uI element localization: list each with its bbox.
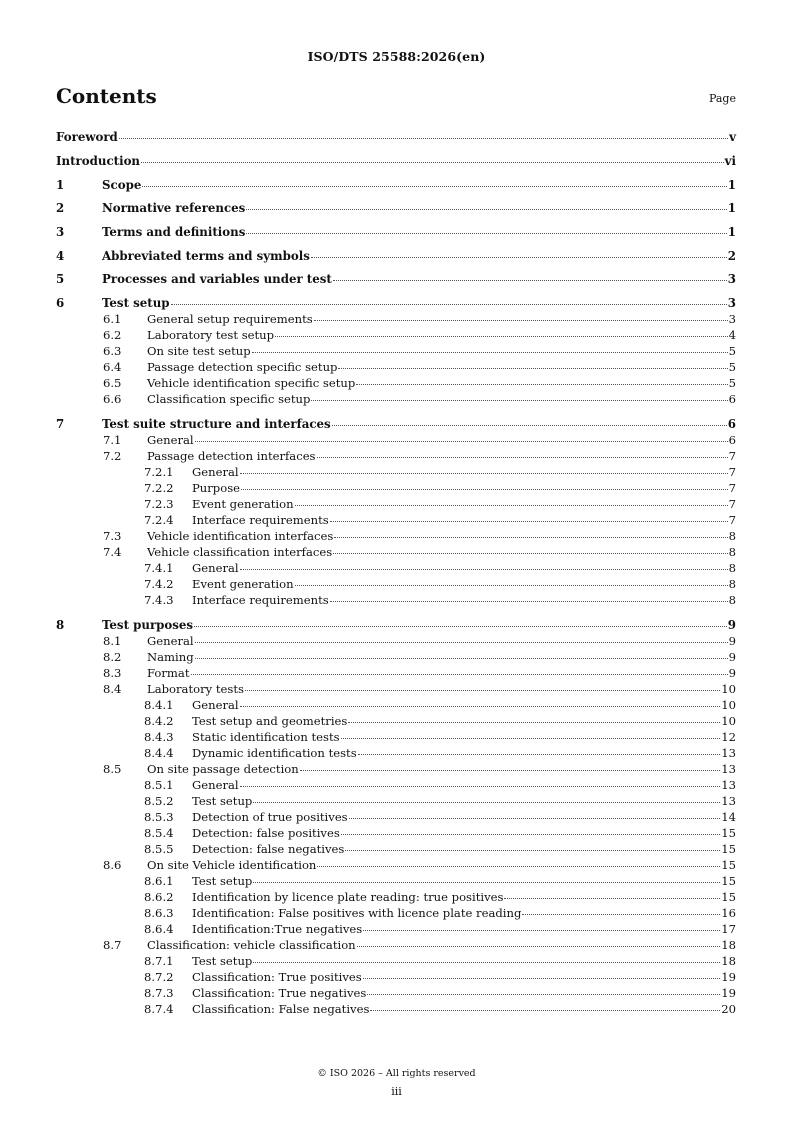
dot-leader xyxy=(171,304,727,305)
toc-entry-title: Test purposes xyxy=(102,618,194,632)
toc-entry-number: 8.5 xyxy=(103,762,122,776)
toc-entry-title: Classification: True positives xyxy=(192,970,362,984)
toc-entry-number: 8.7.3 xyxy=(144,986,174,1000)
toc-entry-title: Classification: False negatives xyxy=(192,1002,370,1016)
toc-entry-page: 10 xyxy=(721,714,736,728)
toc-entry-title: Identification: False positives with licence plate reading xyxy=(192,906,522,920)
toc-entry-number: 8.6.3 xyxy=(144,906,174,920)
toc-entry-title: Vehicle identification specific setup xyxy=(147,376,356,390)
toc-entry-number: 5 xyxy=(56,272,65,286)
dot-leader xyxy=(363,978,721,979)
toc-entry[interactable] xyxy=(56,529,736,543)
dot-leader xyxy=(345,850,720,851)
dot-leader xyxy=(300,770,720,771)
toc-entry-page: 7 xyxy=(728,481,736,495)
toc-entry-page: 19 xyxy=(721,970,736,984)
toc-entry-page: 15 xyxy=(721,826,736,840)
toc-entry-page: 9 xyxy=(728,650,736,664)
toc-entry[interactable] xyxy=(56,922,736,936)
dot-leader xyxy=(240,473,728,474)
toc-entry-title: Detection: false negatives xyxy=(192,842,345,856)
dot-leader xyxy=(311,257,727,258)
toc-entry-title: Laboratory test setup xyxy=(147,328,275,342)
toc-entry-number: 7.4.3 xyxy=(144,593,174,607)
toc-entry[interactable] xyxy=(56,593,736,607)
toc-entry-page: 8 xyxy=(728,529,736,543)
toc-entry-page: 12 xyxy=(721,730,736,744)
dot-leader xyxy=(348,722,720,723)
dot-leader xyxy=(504,898,720,899)
toc-entry-title: Static identification tests xyxy=(192,730,340,744)
dot-leader xyxy=(195,441,728,442)
toc-entry-number: 7.2.2 xyxy=(144,481,174,495)
toc-entry-title: On site passage detection xyxy=(147,762,299,776)
toc-entry-title: Passage detection interfaces xyxy=(147,449,316,463)
toc-entry-title: General xyxy=(192,778,239,792)
dot-leader xyxy=(253,962,720,963)
toc-entry[interactable] xyxy=(56,666,736,680)
toc-entry-number: 6.4 xyxy=(103,360,122,374)
toc-entry[interactable] xyxy=(56,249,736,263)
toc-entry-title: Scope xyxy=(102,178,142,192)
toc-entry-page: 3 xyxy=(728,312,736,326)
toc-entry[interactable] xyxy=(56,130,736,144)
toc-entry-number: 8.5.5 xyxy=(144,842,174,856)
toc-entry[interactable] xyxy=(56,826,736,840)
dot-leader xyxy=(295,505,728,506)
toc-entry-title: Foreword xyxy=(56,130,118,144)
toc-entry[interactable] xyxy=(56,201,736,215)
toc-entry-number: 8.7 xyxy=(103,938,122,952)
toc-entry-title: On site test setup xyxy=(147,344,251,358)
dot-leader xyxy=(246,233,726,234)
toc-entry-number: 7.2.1 xyxy=(144,465,174,479)
dot-leader xyxy=(241,489,728,490)
toc-entry-number: 8.6.1 xyxy=(144,874,174,888)
dot-leader xyxy=(358,754,721,755)
toc-entry-page: 17 xyxy=(721,922,736,936)
toc-entry[interactable] xyxy=(56,874,736,888)
toc-entry-page: 13 xyxy=(721,794,736,808)
page-number: iii xyxy=(391,1085,402,1098)
toc-entry-title: Normative references xyxy=(102,201,246,215)
toc-entry-title: Laboratory tests xyxy=(147,682,244,696)
dot-leader xyxy=(275,336,728,337)
toc-entry-page: 3 xyxy=(727,272,736,286)
toc-entry-number: 8.4.3 xyxy=(144,730,174,744)
toc-entry-title: Detection of true positives xyxy=(192,810,348,824)
toc-entry[interactable] xyxy=(56,481,736,495)
toc-entry[interactable] xyxy=(56,906,736,920)
toc-entry-page: 1 xyxy=(727,225,736,239)
toc-entry-title: Interface requirements xyxy=(192,513,329,527)
toc-entry-number: 8.5.3 xyxy=(144,810,174,824)
toc-entry[interactable] xyxy=(56,178,736,192)
toc-entry[interactable] xyxy=(56,810,736,824)
toc-entry-number: 1 xyxy=(56,178,65,192)
toc-entry-page: 7 xyxy=(728,513,736,527)
dot-leader xyxy=(522,914,720,915)
toc-entry[interactable] xyxy=(56,296,736,310)
toc-entry-title: Test setup xyxy=(192,794,253,808)
toc-entry-title: Introduction xyxy=(56,154,141,168)
toc-entry-page: 5 xyxy=(728,344,736,358)
toc-entry-number: 8 xyxy=(56,618,65,632)
toc-entry-number: 7 xyxy=(56,417,65,431)
toc-entry-number: 7.3 xyxy=(103,529,122,543)
page-column-label: Page xyxy=(708,92,736,105)
toc-entry-page: 7 xyxy=(728,465,736,479)
toc-entry-number: 7.1 xyxy=(103,433,122,447)
toc-entry-page: 1 xyxy=(727,178,736,192)
dot-leader xyxy=(141,162,724,163)
toc-entry-number: 3 xyxy=(56,225,65,239)
toc-entry-number: 8.5.2 xyxy=(144,794,174,808)
toc-entry-number: 7.4 xyxy=(103,545,122,559)
toc-entry-page: 1 xyxy=(727,201,736,215)
dot-leader xyxy=(317,866,720,867)
toc-entry[interactable] xyxy=(56,762,736,776)
toc-entry-page: 6 xyxy=(727,417,736,431)
toc-entry[interactable] xyxy=(56,650,736,664)
toc-entry[interactable] xyxy=(56,778,736,792)
toc-entry-title: Classification specific setup xyxy=(147,392,311,406)
dot-leader xyxy=(357,946,721,947)
toc-entry[interactable] xyxy=(56,561,736,575)
dot-leader xyxy=(363,930,720,931)
dot-leader xyxy=(338,368,727,369)
toc-entry-page: 8 xyxy=(728,561,736,575)
toc-entry-number: 6.5 xyxy=(103,376,122,390)
toc-entry-title: General xyxy=(147,433,194,447)
toc-entry-number: 7.4.2 xyxy=(144,577,174,591)
dot-leader xyxy=(142,186,726,187)
toc-entry-page: vi xyxy=(724,154,736,168)
toc-entry-title: Processes and variables under test xyxy=(102,272,332,286)
dot-leader xyxy=(240,786,721,787)
toc-entry-page: 8 xyxy=(728,577,736,591)
dot-leader xyxy=(246,209,726,210)
toc-entry[interactable] xyxy=(56,970,736,984)
toc-entry-page: 15 xyxy=(721,874,736,888)
toc-entry[interactable] xyxy=(56,497,736,511)
toc-entry[interactable] xyxy=(56,746,736,760)
toc-entry-title: General xyxy=(147,634,194,648)
toc-entry[interactable] xyxy=(56,360,736,374)
toc-entry-title: Test setup and geometries xyxy=(192,714,348,728)
toc-entry[interactable] xyxy=(56,376,736,390)
toc-entry-page: 5 xyxy=(728,376,736,390)
toc-entry[interactable] xyxy=(56,154,736,168)
dot-leader xyxy=(311,400,727,401)
toc-entry-title: Vehicle classification interfaces xyxy=(147,545,333,559)
toc-entry-number: 8.4.1 xyxy=(144,698,174,712)
toc-entry-page: 13 xyxy=(721,778,736,792)
toc-entry-page: 20 xyxy=(721,1002,736,1016)
toc-entry[interactable] xyxy=(56,938,736,952)
toc-entry[interactable] xyxy=(56,417,736,431)
toc-entry-page: 15 xyxy=(721,842,736,856)
dot-leader xyxy=(253,882,720,883)
dot-leader xyxy=(341,738,721,739)
document-identifier: ISO/DTS 25588:2026(en) xyxy=(307,49,486,64)
toc-entry-number: 2 xyxy=(56,201,65,215)
toc-entry-page: 18 xyxy=(721,938,736,952)
toc-entry-title: Terms and definitions xyxy=(102,225,246,239)
toc-entry-title: Test setup xyxy=(192,874,253,888)
dot-leader xyxy=(314,320,728,321)
toc-entry[interactable] xyxy=(56,513,736,527)
dot-leader xyxy=(334,537,727,538)
toc-entry-page: 10 xyxy=(721,698,736,712)
toc-entry-title: Purpose xyxy=(192,481,241,495)
toc-entry-page: 8 xyxy=(728,545,736,559)
toc-entry-title: Test setup xyxy=(192,954,253,968)
toc-entry-page: 15 xyxy=(721,890,736,904)
toc-entry-number: 7.2 xyxy=(103,449,122,463)
toc-entry[interactable] xyxy=(56,730,736,744)
dot-leader xyxy=(245,690,720,691)
toc-entry-title: Detection: false positives xyxy=(192,826,340,840)
toc-entry-number: 8.3 xyxy=(103,666,122,680)
toc-entry-number: 8.4.2 xyxy=(144,714,174,728)
toc-entry-page: 9 xyxy=(728,634,736,648)
toc-entry[interactable] xyxy=(56,433,736,447)
toc-entry-page: 6 xyxy=(728,392,736,406)
toc-entry-number: 4 xyxy=(56,249,65,263)
toc-entry-title: Naming xyxy=(147,650,194,664)
dot-leader xyxy=(356,384,727,385)
toc-entry-number: 7.2.3 xyxy=(144,497,174,511)
toc-entry-title: Dynamic identification tests xyxy=(192,746,357,760)
toc-entry-number: 8.2 xyxy=(103,650,122,664)
toc-entry-number: 6.1 xyxy=(103,312,122,326)
toc-entry[interactable] xyxy=(56,465,736,479)
dot-leader xyxy=(240,706,721,707)
dot-leader xyxy=(333,280,727,281)
toc-entry[interactable] xyxy=(56,986,736,1000)
toc-entry-title: Identification by licence plate reading: true positives xyxy=(192,890,504,904)
toc-entry-title: General xyxy=(192,465,239,479)
toc-entry[interactable] xyxy=(56,890,736,904)
copyright-notice: © ISO 2026 – All rights reserved xyxy=(317,1068,476,1079)
toc-entry-page: 13 xyxy=(721,762,736,776)
toc-entry-page: 8 xyxy=(728,593,736,607)
dot-leader xyxy=(330,601,728,602)
dot-leader xyxy=(367,994,720,995)
toc-entry[interactable] xyxy=(56,328,736,342)
toc-entry-title: Abbreviated terms and symbols xyxy=(102,249,310,263)
toc-entry-title: General xyxy=(192,698,239,712)
toc-entry-page: 9 xyxy=(727,618,736,632)
dot-leader xyxy=(349,818,721,819)
dot-leader xyxy=(370,1010,720,1011)
toc-entry[interactable] xyxy=(56,449,736,463)
toc-entry[interactable] xyxy=(56,954,736,968)
toc-entry[interactable] xyxy=(56,618,736,632)
toc-entry-number: 8.7.4 xyxy=(144,1002,174,1016)
toc-entry-number: 7.4.1 xyxy=(144,561,174,575)
toc-entry-number: 8.6 xyxy=(103,858,122,872)
toc-entry-number: 8.1 xyxy=(103,634,122,648)
toc-entry[interactable] xyxy=(56,344,736,358)
toc-entry-number: 8.4 xyxy=(103,682,122,696)
toc-entry-page: 3 xyxy=(727,296,736,310)
toc-entry[interactable] xyxy=(56,794,736,808)
dot-leader xyxy=(240,569,728,570)
toc-entry-page: 18 xyxy=(721,954,736,968)
toc-entry-page: 19 xyxy=(721,986,736,1000)
toc-entry[interactable] xyxy=(56,225,736,239)
toc-entry-number: 8.7.1 xyxy=(144,954,174,968)
toc-entry-title: General xyxy=(192,561,239,575)
dot-leader xyxy=(252,352,728,353)
toc-entry[interactable] xyxy=(56,634,736,648)
toc-entry[interactable] xyxy=(56,1002,736,1016)
dot-leader xyxy=(295,585,728,586)
toc-entry-title: On site Vehicle identification xyxy=(147,858,317,872)
toc-entry-page: 15 xyxy=(721,858,736,872)
toc-entry[interactable] xyxy=(56,842,736,856)
toc-entry-title: Classification: vehicle classification xyxy=(147,938,356,952)
toc-entry[interactable] xyxy=(56,858,736,872)
contents-title: Contents xyxy=(56,84,157,108)
toc-entry[interactable] xyxy=(56,545,736,559)
dot-leader xyxy=(332,425,727,426)
toc-entry-number: 8.5.1 xyxy=(144,778,174,792)
dot-leader xyxy=(341,834,720,835)
dot-leader xyxy=(333,553,727,554)
toc-entry-page: 13 xyxy=(721,746,736,760)
toc-entry-page: 7 xyxy=(728,449,736,463)
toc-entry[interactable] xyxy=(56,698,736,712)
toc-entry[interactable] xyxy=(56,312,736,326)
toc-entry-title: Format xyxy=(147,666,190,680)
toc-entry-page: 4 xyxy=(728,328,736,342)
toc-entry-page: 14 xyxy=(721,810,736,824)
toc-entry[interactable] xyxy=(56,577,736,591)
toc-entry-title: Test setup xyxy=(102,296,170,310)
dot-leader xyxy=(194,626,727,627)
toc-entry-number: 7.2.4 xyxy=(144,513,174,527)
toc-entry-title: Interface requirements xyxy=(192,593,329,607)
toc-entry-page: 9 xyxy=(728,666,736,680)
dot-leader xyxy=(195,642,728,643)
toc-entry-title: Test suite structure and interfaces xyxy=(102,417,331,431)
toc-entry-number: 6.3 xyxy=(103,344,122,358)
toc-entry-page: v xyxy=(729,130,736,144)
toc-entry-number: 8.6.2 xyxy=(144,890,174,904)
toc-entry-page: 5 xyxy=(728,360,736,374)
toc-entry-title: Classification: True negatives xyxy=(192,986,367,1000)
toc-entry-number: 6 xyxy=(56,296,65,310)
toc-entry-page: 6 xyxy=(728,433,736,447)
toc-entry-title: Vehicle identification interfaces xyxy=(147,529,334,543)
toc-entry-title: General setup requirements xyxy=(147,312,313,326)
toc-entry-number: 8.5.4 xyxy=(144,826,174,840)
toc-entry-title: Event generation xyxy=(192,577,294,591)
dot-leader xyxy=(195,658,728,659)
toc-entry-number: 6.6 xyxy=(103,392,122,406)
toc-entry-title: Identification:True negatives xyxy=(192,922,363,936)
toc-entry-page: 2 xyxy=(727,249,736,263)
toc-entry[interactable] xyxy=(56,272,736,286)
toc-entry-number: 8.4.4 xyxy=(144,746,174,760)
toc-entry-page: 16 xyxy=(721,906,736,920)
dot-leader xyxy=(330,521,728,522)
toc-entry[interactable] xyxy=(56,392,736,406)
toc-entry-number: 8.6.4 xyxy=(144,922,174,936)
toc-entry-number: 6.2 xyxy=(103,328,122,342)
dot-leader xyxy=(253,802,720,803)
dot-leader xyxy=(191,674,728,675)
toc-entry[interactable] xyxy=(56,714,736,728)
toc-entry-page: 7 xyxy=(728,497,736,511)
dot-leader xyxy=(317,457,728,458)
toc-entry-page: 10 xyxy=(721,682,736,696)
toc-entry-number: 8.7.2 xyxy=(144,970,174,984)
dot-leader xyxy=(119,138,728,139)
toc-entry-title: Event generation xyxy=(192,497,294,511)
toc-entry[interactable] xyxy=(56,682,736,696)
toc-entry-title: Passage detection specific setup xyxy=(147,360,338,374)
